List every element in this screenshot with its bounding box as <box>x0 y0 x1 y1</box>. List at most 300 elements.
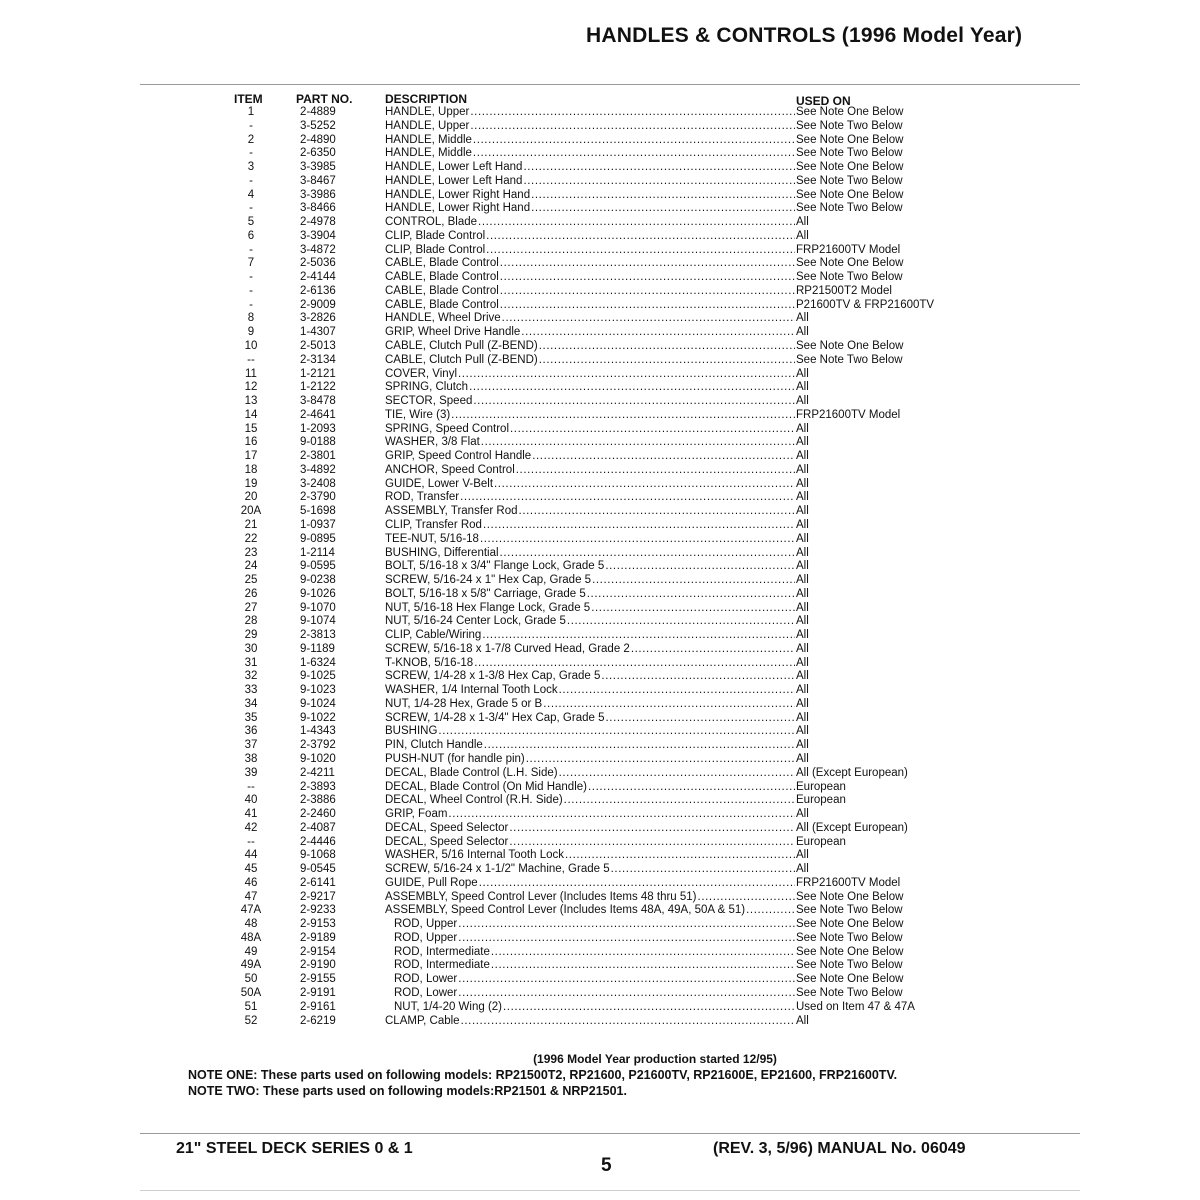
item-number: 24 <box>244 560 258 573</box>
part-number: 2-4889 <box>300 106 336 118</box>
table-row <box>0 450 1200 464</box>
description-cell <box>385 505 795 519</box>
description-text: CABLE, Blade Control <box>385 257 499 270</box>
description-text: BUSHING <box>385 725 438 738</box>
part-number: 9-1070 <box>300 601 336 614</box>
table-row <box>0 189 1200 203</box>
table-row <box>0 574 1200 588</box>
used-on: All <box>796 863 809 876</box>
part-number: 2-3792 <box>300 739 336 752</box>
description-cell <box>394 1001 795 1015</box>
used-on: All <box>796 739 809 752</box>
part-number: 3-8467 <box>300 174 336 187</box>
part-number: 2-9161 <box>300 1000 336 1013</box>
description-cell <box>385 161 795 175</box>
part-number: 3-8466 <box>300 202 336 215</box>
table-row <box>0 822 1200 836</box>
table-row <box>0 1001 1200 1015</box>
used-on: All <box>796 574 809 587</box>
table-row <box>0 753 1200 767</box>
column-header-used-on: USED ON <box>796 94 851 108</box>
description-cell <box>385 836 795 850</box>
description-text: SPRING, Speed Control <box>385 422 510 435</box>
table-row <box>0 629 1200 643</box>
used-on: All <box>796 601 809 614</box>
item-number: 10 <box>244 340 258 353</box>
description-text: ROD, Transfer <box>385 491 460 504</box>
used-on: FRP21600TV Model <box>796 876 901 889</box>
item-number: 1 <box>247 106 255 118</box>
description-cell <box>394 946 795 960</box>
used-on: All <box>796 436 809 449</box>
table-row <box>0 725 1200 739</box>
description-cell <box>385 753 795 767</box>
item-number: 11 <box>245 367 257 380</box>
item-number: 6 <box>247 229 255 242</box>
item-number: 2 <box>247 133 255 146</box>
description-cell <box>385 368 795 382</box>
description-cell <box>385 560 795 574</box>
part-number: 1-2114 <box>300 546 335 559</box>
item-number: 27 <box>244 601 258 614</box>
item-number: 23 <box>244 546 258 559</box>
item-number: 7 <box>247 257 255 270</box>
used-on: See Note Two Below <box>796 931 903 944</box>
description-cell <box>385 615 795 629</box>
part-number: 2-3886 <box>300 794 336 807</box>
description-cell <box>385 739 795 753</box>
table-row <box>0 794 1200 808</box>
description-text: ASSEMBLY, Speed Control Lever (Includes Items 48 thru 51) <box>385 890 697 903</box>
description-text: TIE, Wire (3) <box>385 408 451 421</box>
table-row <box>0 491 1200 505</box>
part-number: 2-3790 <box>300 491 336 504</box>
note-one: NOTE ONE: These parts used on following models: RP21500T2, RP21600, P21600TV, RP21600E, EP21600, FRP21600TV. <box>188 1068 898 1082</box>
used-on: All (Except European) <box>796 821 908 834</box>
item-number: 13 <box>244 395 258 408</box>
item-number: -- <box>247 353 255 366</box>
description-text: CLAMP, Cable <box>385 1014 460 1027</box>
description-cell <box>385 767 795 781</box>
description-cell <box>385 588 795 602</box>
used-on: See Note One Below <box>796 945 904 958</box>
used-on: All <box>796 725 809 738</box>
item-number: - <box>249 284 253 297</box>
table-row <box>0 1015 1200 1029</box>
description-cell <box>385 670 795 684</box>
description-cell <box>394 987 795 1001</box>
part-number: 2-9154 <box>300 945 336 958</box>
table-row <box>0 602 1200 616</box>
description-text: NUT, 1/4-28 Hex, Grade 5 or B <box>385 697 543 710</box>
description-cell <box>385 547 795 561</box>
item-number: 42 <box>244 821 258 834</box>
footer-series: 21" STEEL DECK SERIES 0 & 1 <box>176 1140 413 1157</box>
description-text: NUT, 5/16-18 Hex Flange Lock, Grade 5 <box>385 601 591 614</box>
page-title: HANDLES & CONTROLS (1996 Model Year) <box>586 24 1023 47</box>
table-row <box>0 657 1200 671</box>
description-text: DECAL, Blade Control (L.H. Side) <box>385 766 558 779</box>
used-on: All <box>796 711 809 724</box>
part-number: 1-4343 <box>300 725 336 738</box>
part-number: 2-6350 <box>300 147 336 160</box>
part-number: 2-4446 <box>300 835 336 848</box>
description-cell <box>385 326 795 340</box>
table-row <box>0 381 1200 395</box>
item-number: 8 <box>247 312 255 325</box>
used-on: All <box>796 422 809 435</box>
description-cell <box>385 725 795 739</box>
item-number: 14 <box>244 408 258 421</box>
table-row <box>0 271 1200 285</box>
description-text: HANDLE, Lower Left Hand <box>385 161 523 174</box>
table-row <box>0 134 1200 148</box>
part-number: 1-2093 <box>300 422 336 435</box>
used-on: See Note One Below <box>796 188 904 201</box>
part-number: 2-3893 <box>300 780 336 793</box>
footer-manual-number: (REV. 3, 5/96) MANUAL No. 06049 <box>713 1140 966 1157</box>
description-cell <box>385 464 795 478</box>
table-row <box>0 615 1200 629</box>
used-on: See Note Two Below <box>796 987 903 999</box>
part-number: 2-4978 <box>300 216 336 229</box>
table-row <box>0 946 1200 960</box>
description-cell <box>385 395 795 409</box>
description-text: HANDLE, Lower Right Hand <box>385 188 531 201</box>
table-row <box>0 547 1200 561</box>
description-text: ROD, Intermediate <box>394 959 490 972</box>
page-edge-rule <box>140 1190 1080 1191</box>
table-row <box>0 588 1200 602</box>
item-number: - <box>249 174 253 187</box>
used-on: All <box>796 463 809 476</box>
used-on: All <box>796 477 809 490</box>
description-text: SCREW, 5/16-24 x 1" Hex Cap, Grade 5 <box>385 574 592 587</box>
item-number: 20 <box>244 491 258 504</box>
description-cell <box>385 257 795 271</box>
description-text: WASHER, 5/16 Internal Tooth Lock <box>385 849 564 862</box>
used-on: All <box>796 546 809 559</box>
used-on: All <box>796 1014 809 1027</box>
table-row <box>0 257 1200 271</box>
description-text: SECTOR, Speed <box>385 395 473 408</box>
used-on: All <box>796 615 809 628</box>
used-on: See Note One Below <box>796 340 904 353</box>
table-row <box>0 533 1200 547</box>
description-text: ROD, Upper <box>394 918 458 931</box>
used-on: P21600TV & FRP21600TV <box>796 298 935 311</box>
description-text: TEE-NUT, 5/16-18 <box>385 532 479 545</box>
table-row <box>0 519 1200 533</box>
part-number: 2-2460 <box>300 808 336 821</box>
item-number: -- <box>247 780 255 793</box>
description-text: CABLE, Blade Control <box>385 284 499 297</box>
table-row <box>0 147 1200 161</box>
used-on: See Note Two Below <box>796 904 903 917</box>
description-text: ROD, Intermediate <box>394 945 490 958</box>
table-row <box>0 918 1200 932</box>
page-number: 5 <box>601 1155 612 1176</box>
part-number: 9-1023 <box>300 684 336 697</box>
part-number: 9-1074 <box>300 615 336 628</box>
table-row <box>0 202 1200 216</box>
description-cell <box>385 312 795 326</box>
part-number: 9-0238 <box>300 574 336 587</box>
used-on: All <box>796 656 809 669</box>
table-row <box>0 354 1200 368</box>
used-on: All <box>796 381 809 394</box>
used-on: RP21500T2 Model <box>796 284 892 297</box>
part-number: 2-4087 <box>300 821 336 834</box>
part-number: 3-5252 <box>300 119 336 132</box>
used-on: See Note One Below <box>796 890 904 903</box>
table-row <box>0 120 1200 134</box>
description-text: CLIP, Transfer Rod <box>385 518 482 531</box>
table-row <box>0 106 1200 120</box>
item-number: 16 <box>244 436 258 449</box>
description-text: HANDLE, Middle <box>385 133 472 146</box>
description-cell <box>385 533 795 547</box>
item-number: 50 <box>244 973 258 986</box>
description-text: BOLT, 5/16-18 x 3/4" Flange Lock, Grade 5 <box>385 560 605 573</box>
description-cell <box>385 698 795 712</box>
used-on: All <box>796 642 809 655</box>
item-number: 41 <box>244 808 258 821</box>
description-cell <box>385 189 795 203</box>
table-row <box>0 932 1200 946</box>
item-number: 50A <box>240 987 262 999</box>
description-text: CABLE, Blade Control <box>385 271 499 284</box>
description-text: DECAL, Speed Selector <box>385 835 509 848</box>
part-number: 2-4890 <box>300 133 336 146</box>
description-text: PIN, Clutch Handle <box>385 739 483 752</box>
parts-table <box>0 106 1200 1028</box>
used-on: See Note Two Below <box>796 271 903 284</box>
part-number: 9-0188 <box>300 436 336 449</box>
description-text: BUSHING, Differential <box>385 546 499 559</box>
used-on: Used on Item 47 & 47A <box>796 1000 915 1013</box>
used-on: See Note Two Below <box>796 202 903 215</box>
used-on: All <box>796 395 809 408</box>
used-on: All <box>796 849 809 862</box>
used-on: All <box>796 518 809 531</box>
item-number: - <box>249 298 253 311</box>
description-cell <box>385 602 795 616</box>
description-cell <box>394 959 795 973</box>
table-row <box>0 877 1200 891</box>
item-number: - <box>249 271 253 284</box>
description-cell <box>385 808 795 822</box>
description-text: BOLT, 5/16-18 x 5/8" Carriage, Grade 5 <box>385 587 586 600</box>
description-text: ROD, Upper <box>394 931 458 944</box>
description-cell <box>394 973 795 987</box>
item-number: - <box>249 119 253 132</box>
used-on: See Note One Below <box>796 257 904 270</box>
description-cell <box>385 891 795 905</box>
used-on: See Note Two Below <box>796 147 903 160</box>
description-text: ROD, Lower <box>394 973 458 986</box>
description-text: SCREW, 5/16-24 x 1-1/2" Machine, Grade 5 <box>385 863 610 876</box>
part-number: 3-2408 <box>300 477 336 490</box>
item-number: 25 <box>244 574 258 587</box>
description-text: DECAL, Blade Control (On Mid Handle) <box>385 780 587 793</box>
part-number: 2-3801 <box>300 450 336 463</box>
part-number: 1-2122 <box>300 381 336 394</box>
part-number: 3-4872 <box>300 243 336 256</box>
part-number: 1-0937 <box>300 518 336 531</box>
table-row <box>0 698 1200 712</box>
table-row <box>0 684 1200 698</box>
description-text: ASSEMBLY, Speed Control Lever (Includes Items 48A, 49A, 50A & 51) <box>385 904 746 917</box>
part-number: 9-1025 <box>300 670 336 683</box>
part-number: 2-6141 <box>300 876 336 889</box>
description-cell <box>385 904 795 918</box>
description-text: HANDLE, Wheel Drive <box>385 312 501 325</box>
description-cell <box>394 932 795 946</box>
item-number: 39 <box>244 766 258 779</box>
item-number: 32 <box>244 670 258 683</box>
description-text: GUIDE, Pull Rope <box>385 876 478 889</box>
part-number: 2-9153 <box>300 918 336 931</box>
description-text: GRIP, Foam <box>385 808 448 821</box>
part-number: 2-6219 <box>300 1014 336 1027</box>
used-on: FRP21600TV Model <box>796 408 901 421</box>
item-number: 28 <box>244 615 258 628</box>
part-number: 5-1698 <box>300 505 336 518</box>
description-cell <box>385 519 795 533</box>
table-row <box>0 409 1200 423</box>
table-row <box>0 230 1200 244</box>
table-row <box>0 326 1200 340</box>
item-number: 48 <box>244 918 258 931</box>
used-on: See Note Two Below <box>796 353 903 366</box>
description-cell <box>385 134 795 148</box>
description-text: HANDLE, Upper <box>385 106 470 118</box>
description-text: GRIP, Wheel Drive Handle <box>385 326 521 339</box>
part-number: 2-9233 <box>300 904 336 917</box>
item-number: 51 <box>244 1000 258 1013</box>
table-row <box>0 244 1200 258</box>
used-on: All <box>796 670 809 683</box>
used-on: All <box>796 684 809 697</box>
used-on: All <box>796 367 809 380</box>
description-text: HANDLE, Upper <box>385 119 470 132</box>
item-number: - <box>249 202 253 215</box>
table-row <box>0 340 1200 354</box>
description-text: PUSH-NUT (for handle pin) <box>385 752 525 765</box>
part-number: 2-9217 <box>300 890 336 903</box>
description-cell <box>385 285 795 299</box>
part-number: 3-3904 <box>300 229 336 242</box>
used-on: See Note Two Below <box>796 119 903 132</box>
used-on: See Note One Below <box>796 106 904 118</box>
description-text: NUT, 5/16-24 Center Lock, Grade 5 <box>385 615 566 628</box>
used-on: All <box>796 491 809 504</box>
table-row <box>0 836 1200 850</box>
part-number: 2-6136 <box>300 284 336 297</box>
item-number: 9 <box>247 326 255 339</box>
used-on: All <box>796 312 809 325</box>
used-on: All (Except European) <box>796 766 908 779</box>
description-cell <box>385 175 795 189</box>
item-number: 29 <box>244 629 258 642</box>
part-number: 9-1068 <box>300 849 336 862</box>
description-text: WASHER, 3/8 Flat <box>385 436 480 449</box>
part-number: 9-1020 <box>300 752 336 765</box>
table-row <box>0 781 1200 795</box>
table-row <box>0 739 1200 753</box>
item-number: 36 <box>244 725 258 738</box>
description-text: DECAL, Speed Selector <box>385 821 509 834</box>
description-cell <box>385 863 795 877</box>
description-text: HANDLE, Lower Right Hand <box>385 202 531 215</box>
description-text: SCREW, 1/4-28 x 1-3/8 Hex Cap, Grade 5 <box>385 670 601 683</box>
part-number: 2-5036 <box>300 257 336 270</box>
description-text: CLIP, Cable/Wiring <box>385 629 482 642</box>
part-number: 2-9009 <box>300 298 336 311</box>
description-cell <box>385 244 795 258</box>
description-cell <box>385 574 795 588</box>
part-number: 2-9189 <box>300 931 336 944</box>
description-text: ANCHOR, Speed Control <box>385 463 515 476</box>
description-cell <box>394 918 795 932</box>
table-row <box>0 436 1200 450</box>
used-on: All <box>796 216 809 229</box>
description-text: HANDLE, Lower Left Hand <box>385 174 523 187</box>
description-text: SCREW, 1/4-28 x 1-3/4" Hex Cap, Grade 5 <box>385 711 605 724</box>
description-text: ASSEMBLY, Transfer Rod <box>385 505 518 518</box>
part-number: 2-9190 <box>300 959 336 972</box>
description-cell <box>385 478 795 492</box>
part-number: 3-3985 <box>300 161 336 174</box>
table-row <box>0 560 1200 574</box>
part-number: 9-1026 <box>300 587 336 600</box>
used-on: All <box>796 697 809 710</box>
used-on: European <box>796 835 846 848</box>
used-on: All <box>796 505 809 518</box>
table-row <box>0 643 1200 657</box>
description-text: DECAL, Wheel Control (R.H. Side) <box>385 794 563 807</box>
description-cell <box>385 877 795 891</box>
item-number: 49 <box>244 945 258 958</box>
used-on: All <box>796 629 809 642</box>
production-note: (1996 Model Year production started 12/95) <box>533 1052 777 1066</box>
item-number: 44 <box>244 849 258 862</box>
used-on: All <box>796 808 809 821</box>
item-number: - <box>249 147 253 160</box>
table-row <box>0 312 1200 326</box>
description-cell <box>385 629 795 643</box>
table-row <box>0 216 1200 230</box>
used-on: See Note One Below <box>796 133 904 146</box>
item-number: -- <box>247 835 255 848</box>
description-cell <box>385 202 795 216</box>
table-row <box>0 423 1200 437</box>
table-row <box>0 670 1200 684</box>
description-text: SPRING, Clutch <box>385 381 469 394</box>
note-two: NOTE TWO: These parts used on following models:RP21501 & NRP21501. <box>188 1084 627 1098</box>
description-cell <box>385 643 795 657</box>
description-cell <box>385 712 795 726</box>
bottom-rule <box>140 1133 1080 1134</box>
item-number: 40 <box>244 794 258 807</box>
item-number: 3 <box>247 161 255 174</box>
table-row <box>0 849 1200 863</box>
part-number: 2-5013 <box>300 340 336 353</box>
part-number: 9-0595 <box>300 560 336 573</box>
used-on: See Note One Below <box>796 973 904 986</box>
table-row <box>0 973 1200 987</box>
